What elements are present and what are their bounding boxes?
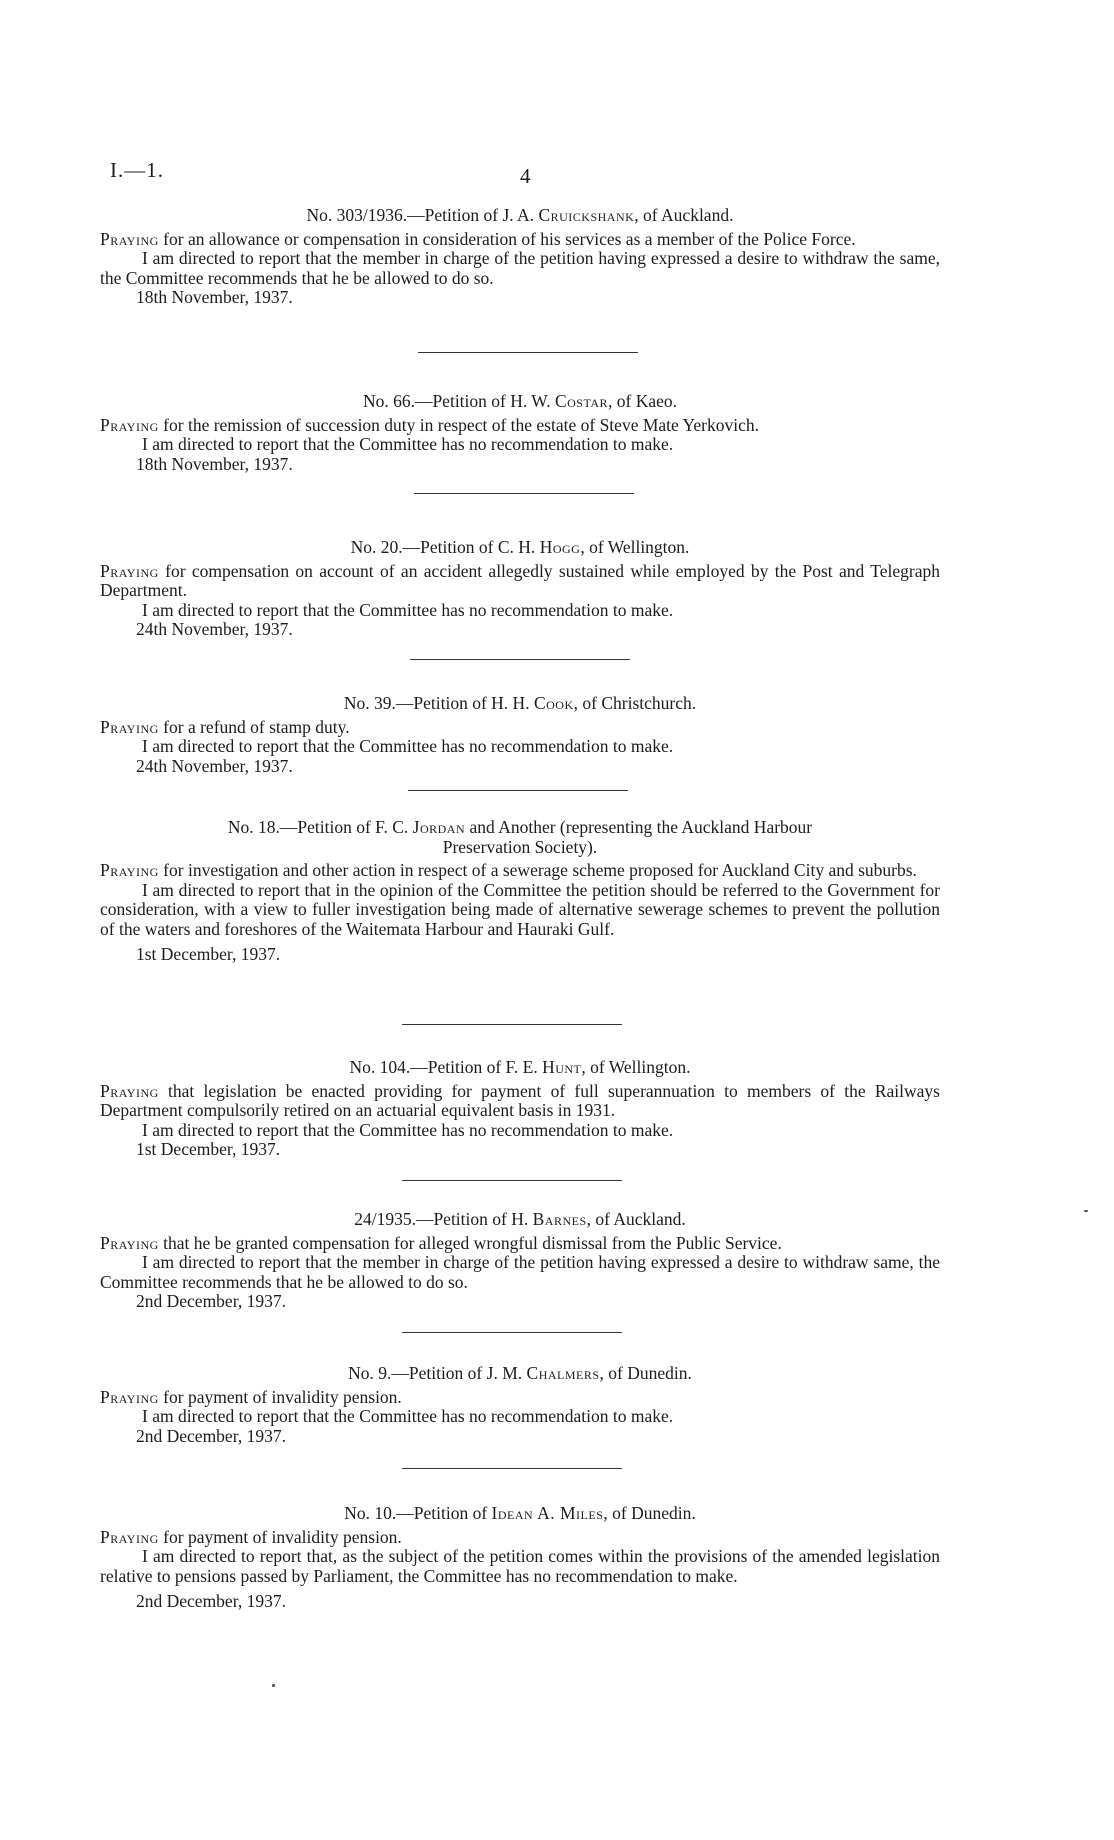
heading-text: No. 9.—Petition of J. M. <box>348 1363 527 1383</box>
praying-text: for payment of invalidity pension. <box>158 1526 402 1547</box>
praying-paragraph <box>100 861 940 881</box>
petition-heading <box>100 1210 940 1230</box>
petitioner-name: Barnes <box>532 1209 587 1229</box>
praying-paragraph <box>100 1234 940 1254</box>
praying-word: Praying <box>100 228 159 249</box>
praying-paragraph <box>100 1082 940 1121</box>
heading-text: , of Dunedin. <box>603 1503 696 1523</box>
heading-text: , of Wellington. <box>581 1057 691 1077</box>
report-paragraph: I am directed to report that the Committee has no recommendation to make. <box>142 1119 674 1140</box>
praying-text: for investigation and other action in respect of a sewerage scheme proposed for Auckland City and suburbs. <box>158 860 917 880</box>
section-divider <box>402 1180 622 1181</box>
section-divider <box>408 790 628 791</box>
petition-entry <box>100 1210 940 1312</box>
heading-text: , of Auckland. <box>586 1209 686 1229</box>
page-identifier: I.—1. <box>110 158 164 182</box>
petition-entry <box>100 206 940 308</box>
petition-heading <box>100 392 940 412</box>
heading-text: No. 303/1936.—Petition of J. A. <box>306 205 539 225</box>
report-paragraph: I am directed to report that, as the subject of the petition comes within the provisions of the amended legislation relative to pensions passed by Parliament, the Committee has no recommendation to make. <box>100 1546 940 1586</box>
heading-text: , of Christchurch. <box>573 693 697 713</box>
section-divider <box>402 1468 622 1469</box>
praying-text: for an allowance or compensation in consideration of his services as a member of the Police Force. <box>158 228 856 249</box>
praying-paragraph <box>100 416 940 436</box>
report-paragraph: I am directed to report that the Committee has no recommendation to make. <box>142 1406 674 1426</box>
praying-text: for compensation on account of an accident allegedly sustained while employed by the Post and Telegraph Department. <box>100 560 940 600</box>
heading-text: 24/1935.—Petition of H. <box>354 1209 533 1229</box>
petition-entry <box>100 818 940 965</box>
praying-text: that legislation be enacted providing for payment of full superannuation to members of the Railways Department compulsorily retired on an actuarial equivalent basis in 1931. <box>100 1080 940 1120</box>
praying-word: Praying <box>100 1232 159 1253</box>
praying-text: for a refund of stamp duty. <box>158 716 350 737</box>
heading-text: , of Dunedin. <box>599 1363 692 1383</box>
report-paragraph: I am directed to report that the Committee has no recommendation to make. <box>142 736 674 756</box>
petition-entry <box>100 694 940 776</box>
report-date: 24th November, 1937. <box>136 755 293 776</box>
praying-text: that he be granted compensation for alleged wrongful dismissal from the Public Service. <box>158 1232 782 1253</box>
praying-text: for the remission of succession duty in respect of the estate of Steve Mate Yerkovich. <box>158 414 760 435</box>
heading-text: , of Auckland. <box>634 205 734 225</box>
report-date: 1st December, 1937. <box>136 1139 281 1159</box>
praying-word: Praying <box>100 414 159 435</box>
scan-speck <box>272 1684 275 1687</box>
petition-entry <box>100 1364 940 1446</box>
petitioner-name: Hogg <box>539 537 581 557</box>
petition-heading <box>100 1364 940 1384</box>
petitioner-name: Hunt <box>542 1057 582 1077</box>
heading-text: No. 10.—Petition of <box>344 1503 492 1523</box>
report-date: 2nd December, 1937. <box>136 1425 286 1446</box>
heading-text: and Another (representing the Auckland Harbour Preservation Society). <box>442 817 813 857</box>
report-date: 2nd December, 1937. <box>136 1591 286 1611</box>
report-paragraph: I am directed to report that in the opinion of the Committee the petition should be referred to the Government for consideration, with a view to fuller investigation being made of alternative sewerage schemes to prevent the pollution of the waters and foreshores of the Waitemata Harbour and Hauraki Gulf. <box>100 879 940 939</box>
petition-heading <box>100 694 940 714</box>
heading-text: No. 39.—Petition of H. H. <box>343 693 534 713</box>
praying-paragraph <box>100 1528 940 1548</box>
report-date: 18th November, 1937. <box>136 453 293 474</box>
scan-speck <box>1084 1210 1088 1212</box>
heading-text: No. 104.—Petition of F. E. <box>349 1057 543 1077</box>
section-divider <box>402 1332 622 1333</box>
praying-word: Praying <box>100 716 159 737</box>
heading-text: No. 18.—Petition of F. C. <box>227 817 413 837</box>
heading-text: , of Kaeo. <box>608 391 678 411</box>
praying-word: Praying <box>100 560 159 581</box>
report-paragraph: I am directed to report that the Committee has no recommendation to make. <box>142 434 674 454</box>
petitioner-name: Cook <box>533 693 574 713</box>
petitioner-name: Costar <box>554 391 609 411</box>
report-paragraph: I am directed to report that the member in charge of the petition having expressed a desire to withdraw same, the Committee recommends that he be allowed to do so. <box>100 1252 940 1292</box>
heading-text: No. 20.—Petition of C. H. <box>350 537 540 557</box>
report-date: 18th November, 1937. <box>136 287 293 307</box>
petitioner-name: Cruickshank <box>538 205 635 225</box>
praying-paragraph <box>100 1388 940 1408</box>
report-paragraph: I am directed to report that the Committee has no recommendation to make. <box>142 599 674 620</box>
section-divider <box>410 659 630 660</box>
praying-paragraph <box>100 230 940 250</box>
section-divider <box>402 1024 622 1025</box>
report-date: 2nd December, 1937. <box>136 1291 286 1311</box>
petition-heading <box>100 538 940 558</box>
petition-entry <box>100 392 940 474</box>
petition-heading <box>100 818 940 857</box>
praying-text: for payment of invalidity pension. <box>158 1386 402 1407</box>
petitioner-name: Chalmers <box>526 1363 600 1383</box>
petitioner-name: Jordan <box>412 817 466 837</box>
petition-entry <box>100 1504 940 1612</box>
heading-text: No. 66.—Petition of H. W. <box>362 391 555 411</box>
petition-heading <box>100 206 940 226</box>
praying-paragraph <box>100 718 940 738</box>
petitioner-name: Idean A. Miles <box>491 1503 604 1523</box>
praying-word: Praying <box>100 1080 159 1101</box>
praying-word: Praying <box>100 1526 159 1547</box>
petition-heading <box>100 1058 940 1078</box>
section-divider <box>418 352 638 353</box>
praying-paragraph <box>100 562 940 601</box>
praying-word: Praying <box>100 1386 159 1407</box>
report-date: 24th November, 1937. <box>136 619 293 639</box>
petition-entry <box>100 1058 940 1160</box>
report-paragraph: I am directed to report that the member in charge of the petition having expressed a desire to withdraw the same, the Committee recommends that he be allowed to do so. <box>100 248 940 288</box>
petition-heading <box>100 1504 940 1524</box>
heading-text: , of Wellington. <box>580 537 690 557</box>
praying-word: Praying <box>100 860 159 880</box>
report-date: 1st December, 1937. <box>136 944 281 964</box>
petition-entry <box>100 538 940 640</box>
section-divider <box>414 493 634 494</box>
page-number: 4 <box>520 164 531 188</box>
